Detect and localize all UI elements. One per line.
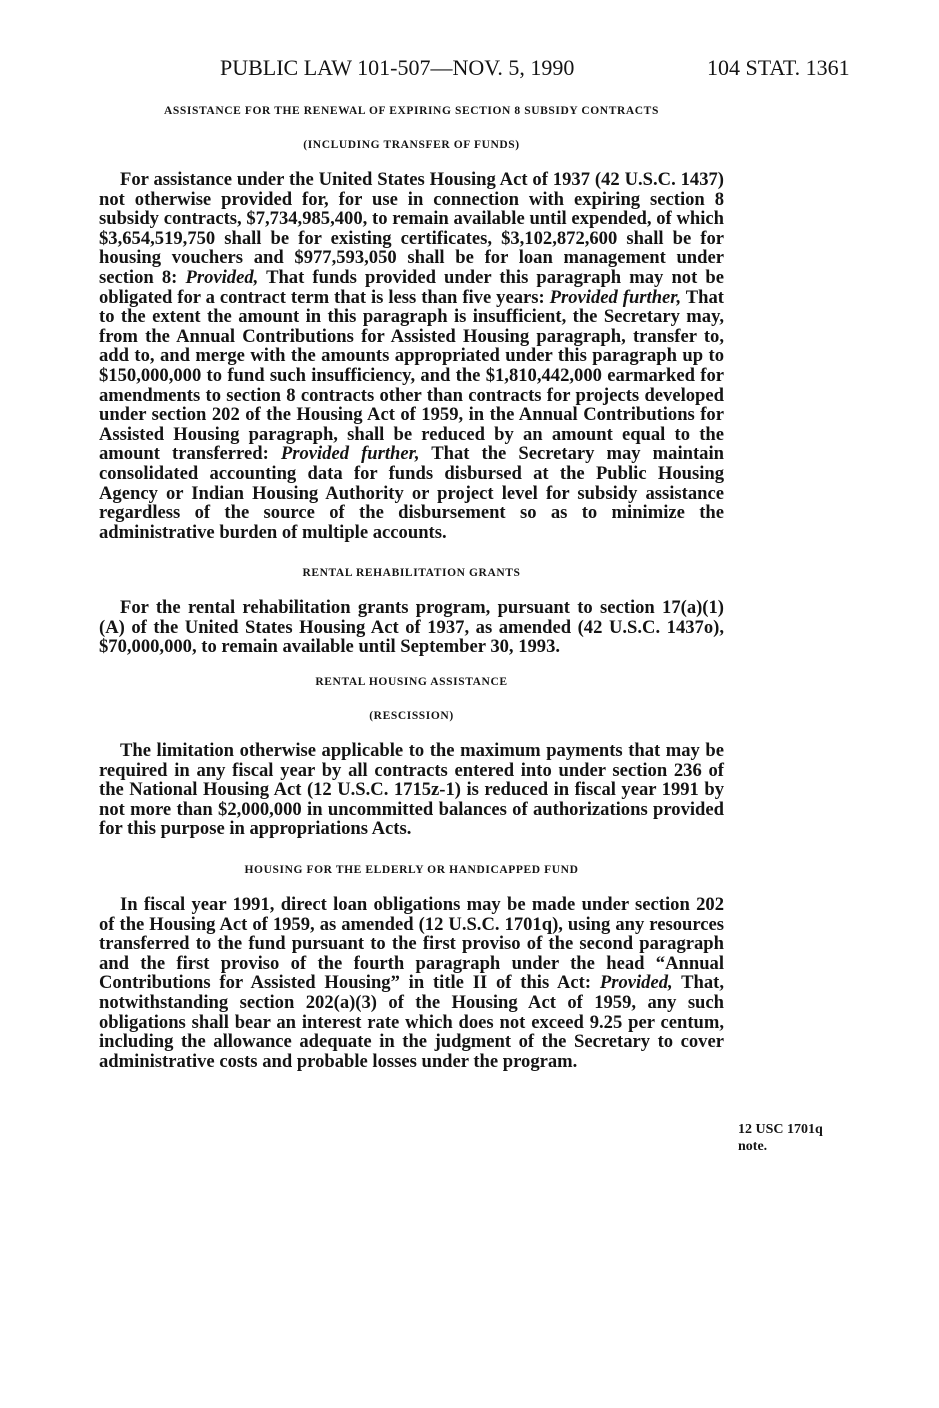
running-head-stat-page: 104 STAT. 1361	[707, 55, 850, 80]
paragraph-expiring-section-8: For assistance under the United States Housing Act of 1937 (42 U.S.C. 1437) not otherwise provided for, for use in connection with expiring section 8 subsidy contracts, $7,734,985,400, to remain available until expended, of which $3,654,519,750 shall be for existing certificates, $3,102,872,600 shall be for housing vouchers and $977,593,050 shall be for loan management under section 8: Provided, That funds provided under this paragraph may not be obligated for a contract term that is less than five years: Provided further, That to the extent the amount in this paragraph is insufficient, the Secretary may, from the Annual Contributions for Assisted Housing paragraph, transfer to, add to, and merge with the amounts appropriated under this paragraph up to $150,000,000 to fund such insufficiency, and the $1,810,442,000 earmarked for amendments to section 8 contracts other than contracts for projects developed under section 202 of the Housing Act of 1959, in the Annual Contributions for Assisted Housing paragraph, shall be reduced by an amount equal to the amount transferred: Provided further, That the Secretary may maintain consolidated accounting data for funds disbursed at the Public Housing Agency or Indian Housing Authority or project level for subsidy assistance regardless of the source of the disbursement so as to minimize the administrative burden of multiple accounts.	[99, 169, 724, 543]
section-heading-rental-rehabilitation: RENTAL REHABILITATION GRANTS	[302, 567, 521, 580]
section-heading-rental-housing-assistance: RENTAL HOUSING ASSISTANCE	[315, 676, 508, 689]
margin-citation-note	[738, 1121, 918, 1155]
section-heading-expiring-section-8: ASSISTANCE FOR THE RENEWAL OF EXPIRING SECTION 8 SUBSIDY CONTRACTS	[164, 105, 659, 117]
margin-note-line-1: 12 USC 1701q	[738, 1122, 823, 1137]
proviso-italic: Provided,	[185, 266, 259, 288]
section-subheading-transfer-of-funds: (INCLUDING TRANSFER OF FUNDS)	[303, 139, 520, 151]
section-heading-elderly-handicapped-fund: HOUSING FOR THE ELDERLY OR HANDICAPPED FUND	[244, 864, 579, 877]
proviso-italic: Provided,	[599, 972, 673, 994]
proviso-italic: Provided further,	[549, 286, 682, 308]
paragraph-elderly-handicapped-fund: In fiscal year 1991, direct loan obligations may be made under section 202 of the Housing Act of 1959, as amended (12 U.S.C. 1701q), using any resources transferred to the fund pursuant to the first proviso of the second paragraph and the first proviso of the fourth paragraph under the head “Annual Contributions for Assisted Housing” in title II of this Act: Provided, That, notwithstanding section 202(a)(3) of the Housing Act of 1959, any such obligations shall bear an interest rate which does not exceed 9.25 per centum, including the allowance adequate in the judgment of the Secretary to cover administrative costs and probable losses under the program.	[99, 894, 724, 1072]
paragraph-rental-housing-assistance: The limitation otherwise applicable to the maximum payments that may be required in any fiscal year by all contracts entered into under section 236 of the National Housing Act (12 U.S.C. 1715z-1) is reduced in fiscal year 1991 by not more than $2,000,000 in uncommitted balances of authorizations provided for this purpose in appropriations Acts.	[99, 740, 724, 840]
section-subheading-rescission: (RESCISSION)	[369, 710, 454, 723]
margin-note-line-2: note.	[738, 1139, 768, 1154]
text-column	[99, 102, 724, 1071]
paragraph-rental-rehabilitation: For the rental rehabilitation grants program, pursuant to section 17(a)(1)(A) of the United States Housing Act of 1937, as amended (42 U.S.C. 1437o), $70,000,000, to remain available until September 30, 1993.	[99, 597, 724, 658]
proviso-italic: Provided further,	[280, 443, 420, 465]
running-head-title: PUBLIC LAW 101-507—NOV. 5, 1990	[220, 55, 575, 80]
